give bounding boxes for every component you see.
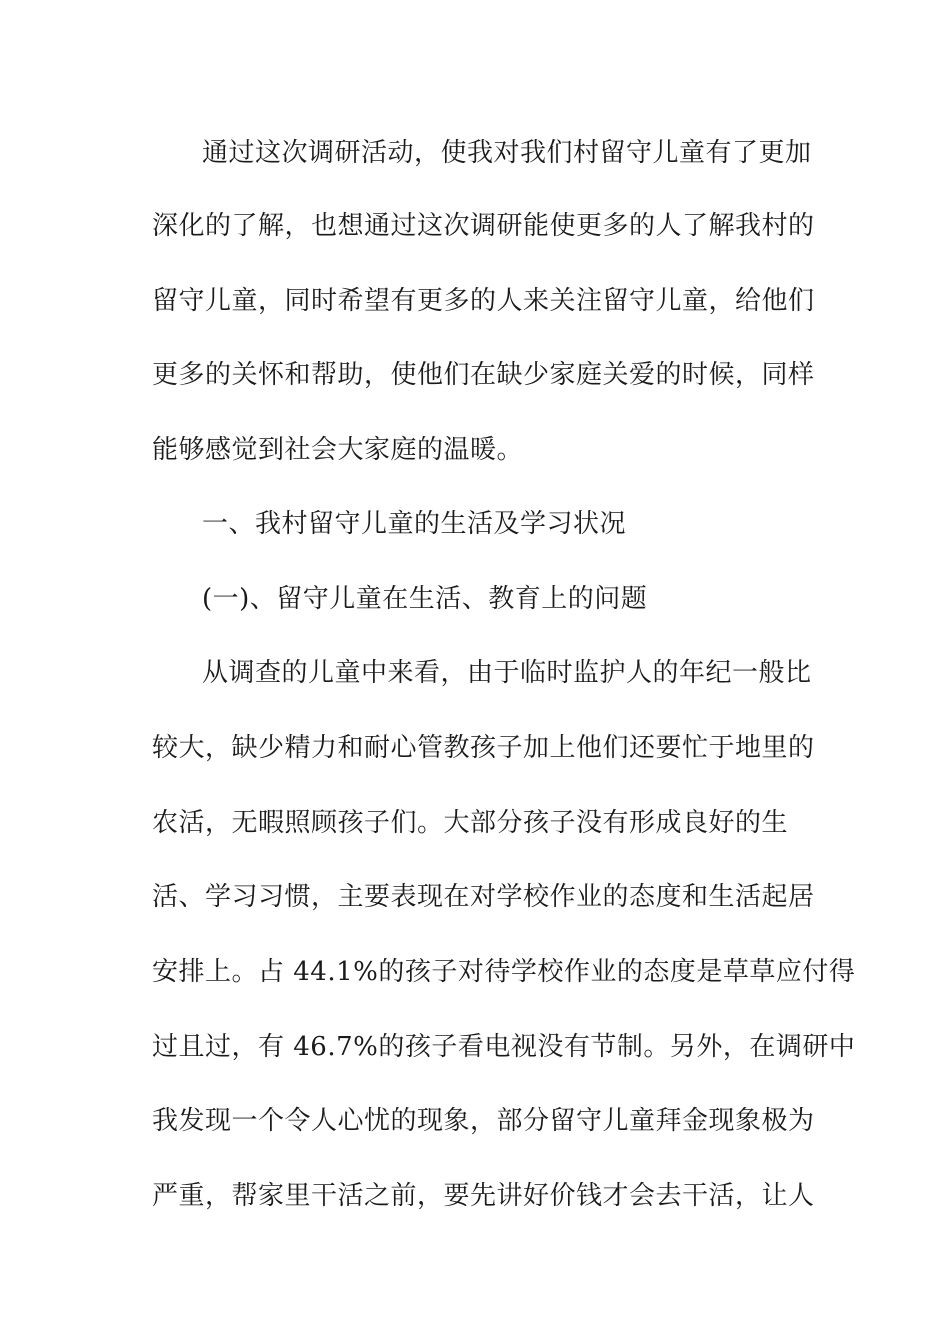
paragraph-1-line-4: 更多的关怀和帮助，使他们在缺少家庭关爱的时候，同样 — [152, 360, 815, 390]
paragraph-2-line-4: 活、学习习惯，主要表现在对学校作业的态度和生活起居 — [152, 882, 815, 912]
paragraph-2-line-7: 我发现一个令人心忧的现象，部分留守儿童拜金现象极为 — [152, 1106, 815, 1136]
paragraph-1-line-5: 能够感觉到社会大家庭的温暖。 — [152, 435, 524, 465]
paragraph-2-line-2: 较大，缺少精力和耐心管教孩子加上他们还要忙于地里的 — [152, 733, 815, 763]
paragraph-2-line-8: 严重，帮家里干活之前，要先讲好价钱才会去干活，让人 — [152, 1181, 815, 1211]
paragraph-2-line-3: 农活，无暇照顾孩子们。大部分孩子没有形成良好的生 — [152, 808, 789, 838]
paragraph-2-line-6: 过且过，有 46.7%的孩子看电视没有节制。另外，在调研中 — [152, 1032, 856, 1062]
paragraph-1-line-2: 深化的了解，也想通过这次调研能使更多的人了解我村的 — [152, 211, 815, 241]
paragraph-2-line-1: 从调查的儿童中来看，由于临时监护人的年纪一般比 — [202, 658, 812, 688]
section-heading-2: (一)、留守儿童在生活、教育上的问题 — [202, 584, 648, 614]
paragraph-1-line-3: 留守儿童，同时希望有更多的人来关注留守儿童，给他们 — [152, 286, 815, 316]
paragraph-1-line-1: 通过这次调研活动，使我对我们村留守儿童有了更加 — [202, 138, 812, 168]
section-heading-1: 一、我村留守儿童的生活及学习状况 — [202, 509, 627, 539]
paragraph-2-line-5: 安排上。占 44.1%的孩子对待学校作业的态度是草草应付得 — [152, 957, 856, 987]
